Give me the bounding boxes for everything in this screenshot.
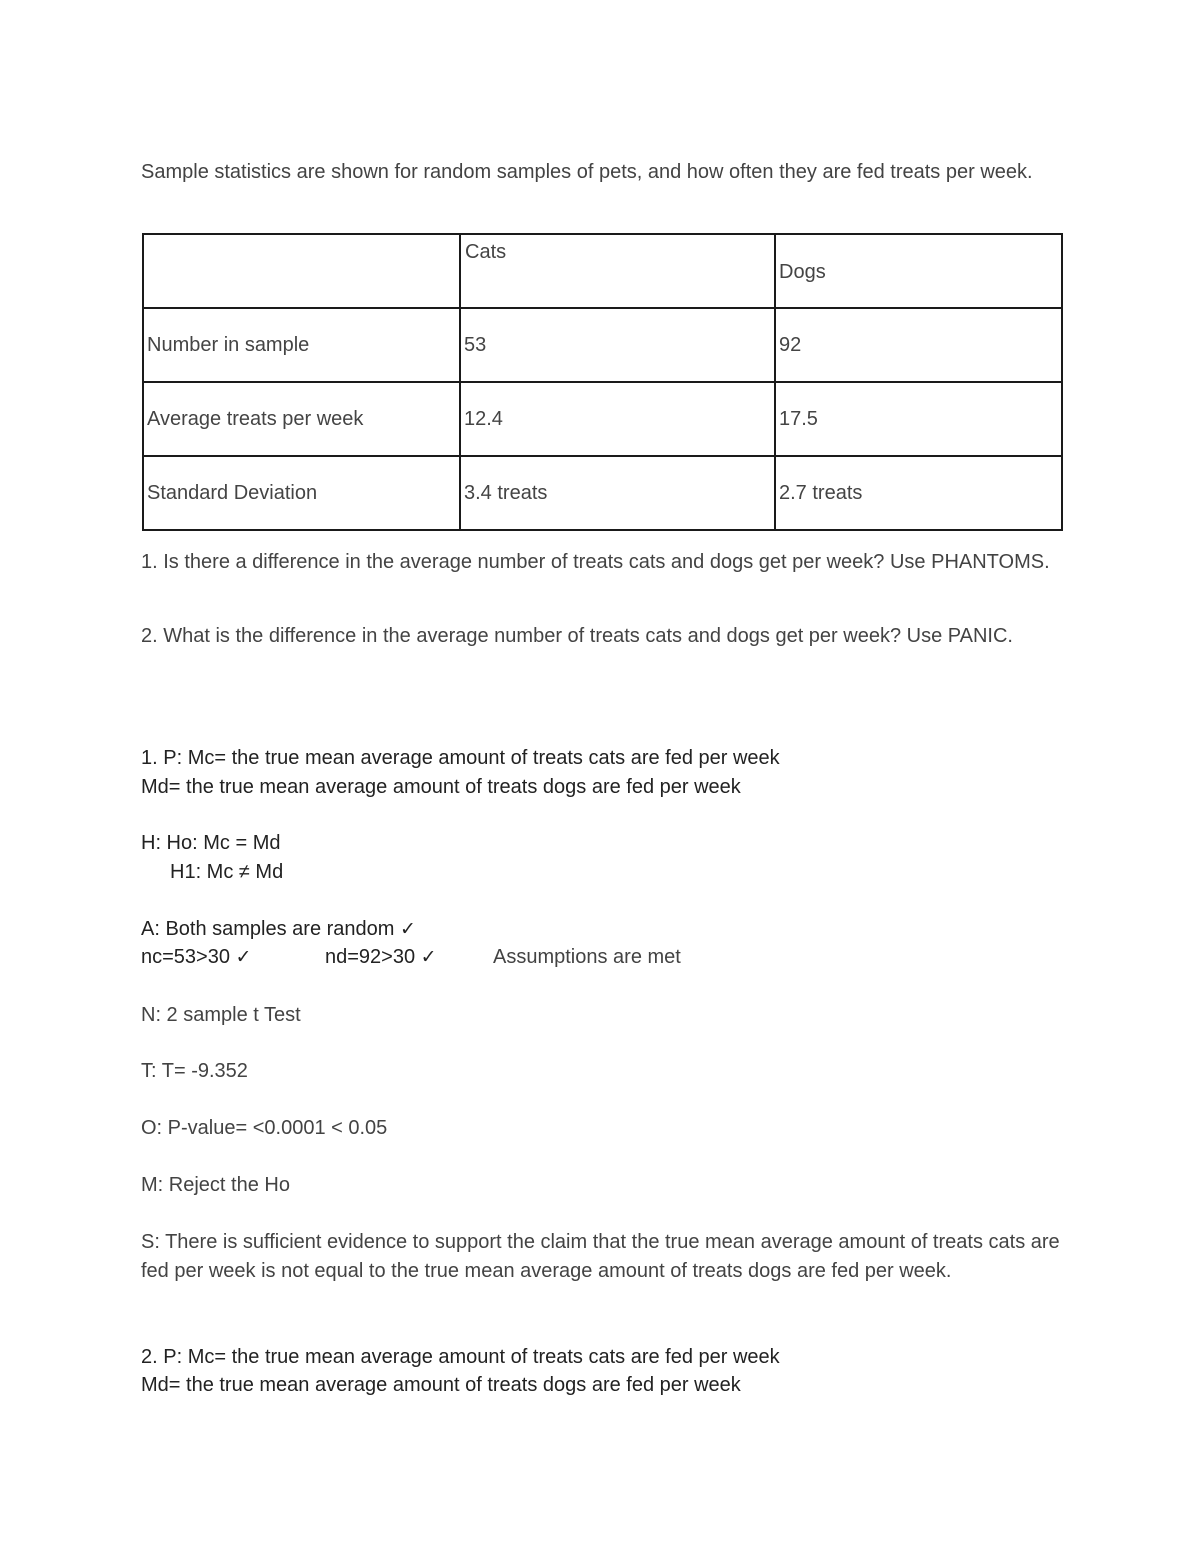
dogs-value: 92 (775, 308, 1062, 382)
cats-value: 53 (460, 308, 775, 382)
table-header-empty (143, 234, 460, 308)
answer1-a-line1 (141, 915, 416, 943)
checkmark-icon: ✓ (400, 918, 416, 940)
assumptions-met-text: Assumptions are met (493, 946, 681, 968)
nd-text: nd=92>30 (325, 946, 416, 968)
table-row (143, 308, 1062, 382)
table-row (143, 456, 1062, 530)
statistics-table (142, 233, 1063, 531)
table-header-row (143, 234, 1062, 308)
row-label: Standard Deviation (143, 456, 460, 530)
cats-value: 12.4 (460, 382, 775, 456)
row-label: Average treats per week (143, 382, 460, 456)
answer1-n-line: N: 2 sample t Test (141, 1004, 301, 1026)
table-header-dogs: Dogs (775, 234, 1062, 308)
nc-text: nc=53>30 (141, 946, 230, 968)
answer1-h-line1: H: Ho: Mc = Md (141, 832, 281, 854)
row-label: Number in sample (143, 308, 460, 382)
intro-text: Sample statistics are shown for random samples of pets, and how often they are fed treats per week. (141, 161, 1033, 183)
table-row (143, 382, 1062, 456)
answer1-o-line: O: P-value= <0.0001 < 0.05 (141, 1117, 388, 1139)
answer1-s-line: S: There is sufficient evidence to support the claim that the true mean average amount of treats cats are fed per week is not equal to the true mean average amount of treats dogs are fed per week. (141, 1231, 1060, 1282)
table-header-cats: Cats (460, 234, 775, 308)
checkmark-icon: ✓ (420, 946, 437, 968)
answer1-t-line: T: T= -9.352 (141, 1060, 248, 1082)
answer2-p-line1: 2. P: Mc= the true mean average amount of treats cats are fed per week (141, 1346, 780, 1368)
dogs-value: 17.5 (775, 382, 1062, 456)
dogs-value: 2.7 treats (775, 456, 1062, 530)
question-2: 2. What is the difference in the average number of treats cats and dogs get per week? Use PANIC. (141, 625, 1013, 647)
answer1-p-line1: 1. P: Mc= the true mean average amount of treats cats are fed per week (141, 747, 780, 769)
question-1: 1. Is there a difference in the average number of treats cats and dogs get per week? Use PHANTOMS. (141, 551, 1050, 573)
cats-value: 3.4 treats (460, 456, 775, 530)
assumption-random-text: A: Both samples are random (141, 918, 395, 940)
answer1-a-nd (325, 943, 437, 971)
answer1-h-line2: H1: Mc ≠ Md (170, 861, 284, 883)
answer2-p-line2: Md= the true mean average amount of treats dogs are fed per week (141, 1374, 741, 1396)
answer1-m-line: M: Reject the Ho (141, 1174, 290, 1196)
answer1-p-line2: Md= the true mean average amount of treats dogs are fed per week (141, 776, 741, 798)
checkmark-icon: ✓ (235, 946, 252, 968)
answer1-a-nc (141, 943, 251, 971)
